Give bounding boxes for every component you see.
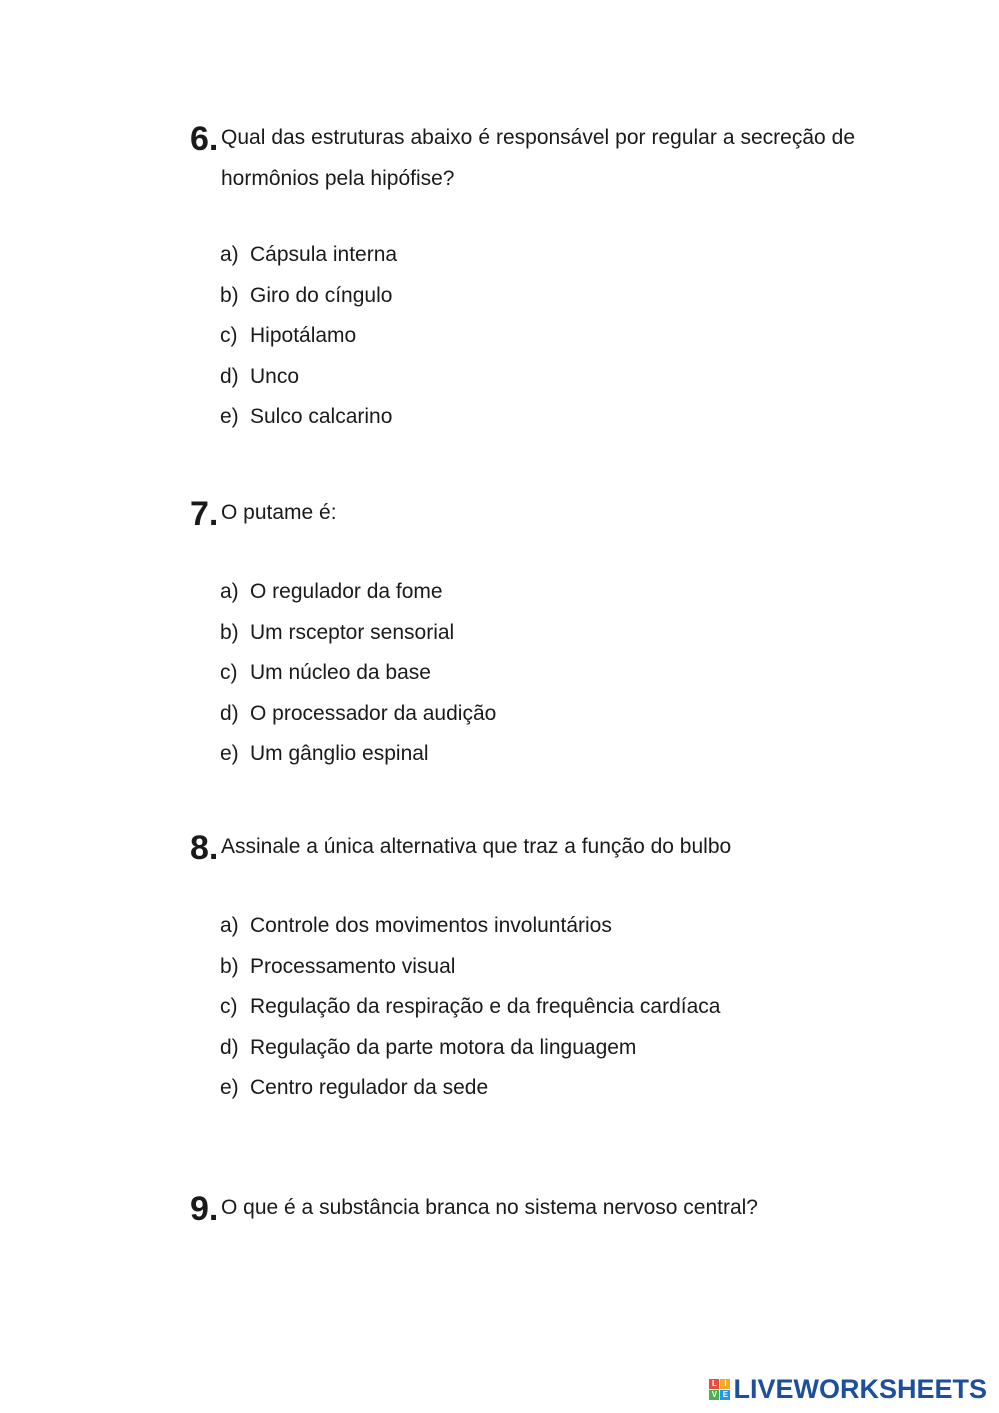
option-letter: e) bbox=[220, 742, 239, 765]
question-7-header bbox=[190, 497, 855, 533]
option-c[interactable] bbox=[220, 653, 855, 694]
option-text: Centro regulador da sede bbox=[250, 1076, 489, 1099]
question-7 bbox=[190, 497, 855, 775]
option-a[interactable] bbox=[220, 572, 855, 613]
question-6 bbox=[190, 122, 855, 438]
option-letter: d) bbox=[220, 364, 239, 388]
option-e[interactable] bbox=[220, 734, 855, 775]
logo-text: LIVEWORKSHEETS bbox=[733, 1373, 987, 1404]
option-e[interactable] bbox=[220, 1068, 855, 1109]
option-c[interactable] bbox=[220, 987, 855, 1028]
question-number: 6. bbox=[190, 120, 219, 158]
option-b[interactable] bbox=[220, 276, 855, 317]
option-letter: b) bbox=[220, 283, 239, 307]
option-letter: c) bbox=[220, 324, 238, 347]
option-text: Sulco calcarino bbox=[250, 405, 393, 428]
option-letter: a) bbox=[220, 580, 239, 603]
option-letter: b) bbox=[220, 620, 239, 644]
liveworksheets-logo-icon bbox=[709, 1379, 730, 1400]
option-b[interactable] bbox=[220, 613, 855, 654]
liveworksheets-logo bbox=[709, 1372, 987, 1406]
option-text: Hipotálamo bbox=[250, 324, 357, 347]
option-text: Unco bbox=[250, 364, 300, 388]
logo-icon-letter: V bbox=[709, 1390, 719, 1400]
question-number: 9. bbox=[190, 1190, 219, 1228]
option-letter: b) bbox=[220, 954, 239, 978]
logo-icon-letter: L bbox=[709, 1379, 719, 1389]
option-e[interactable] bbox=[220, 397, 855, 438]
option-a[interactable] bbox=[220, 906, 855, 947]
question-9 bbox=[190, 1192, 855, 1228]
option-text: O processador da audição bbox=[250, 701, 497, 725]
option-letter: a) bbox=[220, 243, 239, 266]
options-list bbox=[190, 572, 855, 775]
option-text: Processamento visual bbox=[250, 954, 456, 978]
option-text: Cápsula interna bbox=[250, 243, 398, 266]
option-d[interactable] bbox=[220, 1028, 855, 1069]
question-text: Qual das estruturas abaixo é responsável por regular a secreção de hormônios pela hipófise? bbox=[221, 126, 855, 190]
options-list bbox=[190, 906, 855, 1109]
option-text: Um gânglio espinal bbox=[250, 742, 429, 765]
option-text: O regulador da fome bbox=[250, 580, 443, 603]
option-d[interactable] bbox=[220, 357, 855, 398]
logo-icon-letter: I bbox=[720, 1379, 730, 1389]
question-text: O putame é: bbox=[221, 501, 337, 524]
option-text: Um rsceptor sensorial bbox=[250, 620, 455, 644]
option-text: Regulação da respiração e da frequência cardíaca bbox=[250, 995, 721, 1018]
option-text: Giro do cíngulo bbox=[250, 283, 393, 307]
logo-icon-letter: E bbox=[720, 1390, 730, 1400]
option-d[interactable] bbox=[220, 694, 855, 735]
option-text: Controle dos movimentos involuntários bbox=[250, 914, 612, 937]
option-letter: d) bbox=[220, 701, 239, 725]
option-text: Um núcleo da base bbox=[250, 661, 431, 684]
option-letter: e) bbox=[220, 1076, 239, 1099]
question-text: O que é a substância branca no sistema nervoso central? bbox=[221, 1196, 758, 1219]
option-letter: a) bbox=[220, 914, 239, 937]
question-9-header bbox=[190, 1192, 855, 1228]
option-c[interactable] bbox=[220, 316, 855, 357]
option-a[interactable] bbox=[220, 235, 855, 276]
question-number: 8. bbox=[190, 829, 219, 867]
option-letter: c) bbox=[220, 661, 238, 684]
question-8-header bbox=[190, 831, 855, 867]
question-number: 7. bbox=[190, 495, 219, 533]
question-text: Assinale a única alternativa que traz a função do bulbo bbox=[221, 835, 732, 858]
option-letter: c) bbox=[220, 995, 238, 1018]
question-8 bbox=[190, 831, 855, 1109]
question-6-header bbox=[190, 122, 855, 199]
options-list bbox=[190, 235, 855, 438]
option-letter: e) bbox=[220, 405, 239, 428]
option-letter: d) bbox=[220, 1035, 239, 1059]
option-b[interactable] bbox=[220, 947, 855, 988]
option-text: Regulação da parte motora da linguagem bbox=[250, 1035, 637, 1059]
